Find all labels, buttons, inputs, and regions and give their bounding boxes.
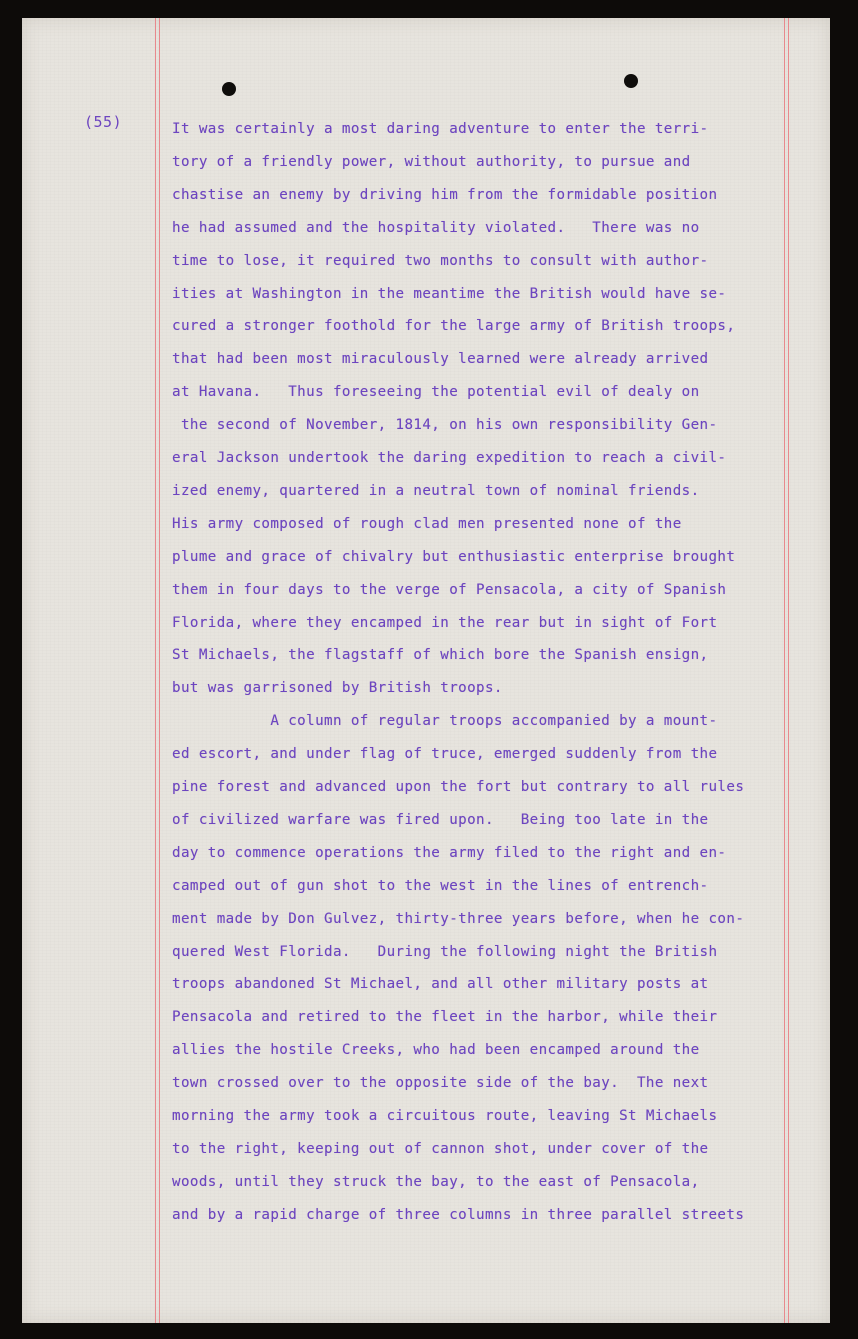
text-line: time to lose, it required two months to consult with author-	[172, 252, 709, 269]
text-line: allies the hostile Creeks, who had been encamped around the	[172, 1042, 700, 1059]
text-line: he had assumed and the hospitality violated. There was no	[172, 219, 700, 236]
right-margin-rule	[784, 18, 785, 1323]
text-line: A column of regular troops accompanied by a mount-	[172, 713, 718, 730]
text-line: the second of November, 1814, on his own responsibility Gen-	[172, 417, 718, 434]
text-line: plume and grace of chivalry but enthusiastic enterprise brought	[172, 548, 736, 565]
text-line: woods, until they struck the bay, to the east of Pensacola,	[172, 1173, 700, 1190]
text-line: that had been most miraculously learned were already arrived	[172, 351, 709, 368]
text-line: Florida, where they encamped in the rear but in sight of Fort	[172, 614, 718, 631]
text-line: pine forest and advanced upon the fort but contrary to all rules	[172, 779, 745, 795]
text-line: ized enemy, quartered in a neutral town of nominal friends.	[172, 482, 700, 499]
text-line: cured a stronger foothold for the large army of British troops,	[172, 318, 736, 335]
text-line: eral Jackson undertook the daring expedition to reach a civil-	[172, 450, 727, 466]
left-margin-rule	[155, 18, 156, 1323]
text-line: ed escort, and under flag of truce, emerged suddenly from the	[172, 746, 718, 763]
text-line: Pensacola and retired to the fleet in the harbor, while their	[172, 1009, 718, 1026]
text-line: ities at Washington in the meantime the British would have se-	[172, 285, 727, 302]
text-line: day to commence operations the army filed to the right and en-	[172, 844, 727, 861]
text-line: chastise an enemy by driving him from the formidable position	[172, 186, 718, 203]
text-line: at Havana. Thus foreseeing the potential evil of dealy on	[172, 384, 700, 401]
text-line: camped out of gun shot to the west in the lines of entrench-	[172, 877, 709, 894]
text-line: morning the army took a circuitous route, leaving St Michaels	[172, 1108, 718, 1124]
text-line: and by a rapid charge of three columns in three parallel streets	[172, 1206, 745, 1223]
text-line: His army composed of rough clad men presented none of the	[172, 515, 682, 532]
text-line: troops abandoned St Michael, and all other military posts at	[172, 976, 709, 993]
right-margin-rule-outer	[788, 18, 789, 1323]
punch-hole-left	[222, 82, 236, 96]
text-line: tory of a friendly power, without authority, to pursue and	[172, 153, 691, 170]
page-number: (55)	[84, 113, 123, 131]
document-page	[22, 18, 830, 1323]
text-line: quered West Florida. During the following night the British	[172, 943, 718, 960]
text-line: town crossed over to the opposite side of the bay. The next	[172, 1075, 709, 1092]
text-line: them in four days to the verge of Pensacola, a city of Spanish	[172, 581, 727, 598]
text-line: St Michaels, the flagstaff of which bore the Spanish ensign,	[172, 647, 709, 664]
text-line: It was certainly a most daring adventure to enter the terri-	[172, 121, 709, 137]
text-line: ment made by Don Gulvez, thirty-three years before, when he con-	[172, 910, 745, 927]
punch-hole-right	[624, 74, 638, 88]
text-line: but was garrisoned by British troops.	[172, 680, 503, 697]
left-margin-rule-inner	[159, 18, 160, 1323]
text-line: of civilized warfare was fired upon. Being too late in the	[172, 811, 709, 828]
text-line: to the right, keeping out of cannon shot, under cover of the	[172, 1140, 709, 1157]
